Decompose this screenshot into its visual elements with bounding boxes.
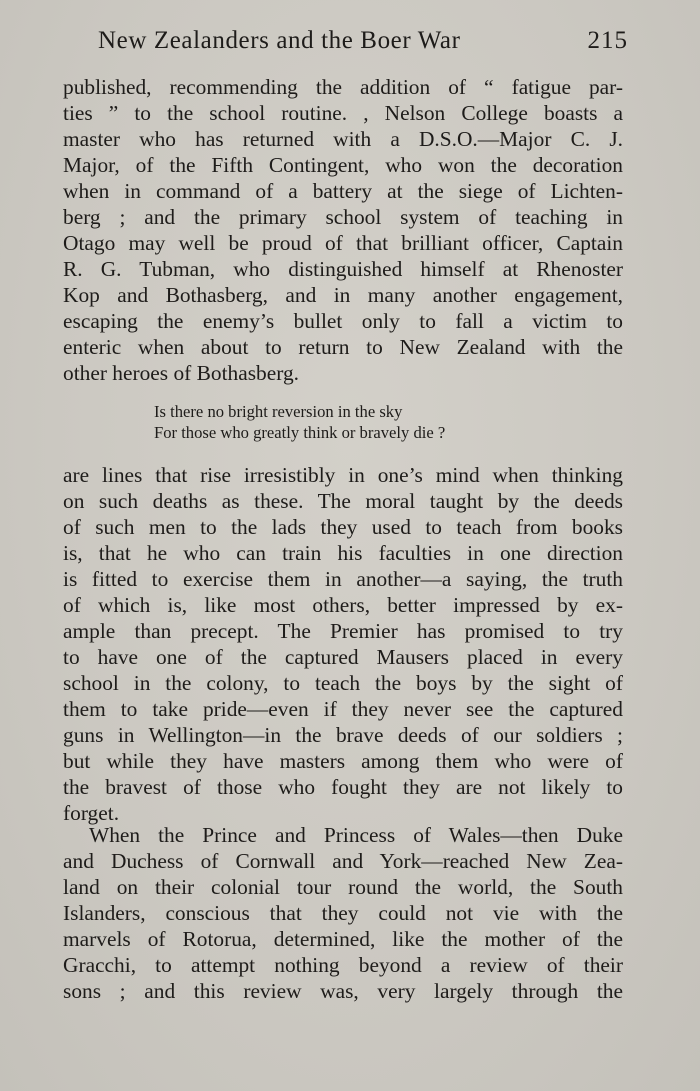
verse-quotation	[154, 401, 574, 443]
paragraph-3	[63, 822, 623, 1004]
text-line: of such men to the lads they used to teach from books	[63, 515, 623, 539]
text-line: is, that he who can train his faculties in one direction	[63, 541, 623, 565]
chapter-title: New Zealanders and the Boer War	[98, 27, 461, 54]
text-line: land on their colonial tour round the world, the South	[63, 875, 623, 899]
text-line: school in the colony, to teach the boys by the sight of	[63, 671, 623, 695]
text-line: and Duchess of Cornwall and York—reached New Zea-	[63, 849, 623, 873]
text-line: are lines that rise irresistibly in one’s mind when thinking	[63, 463, 623, 487]
page-number: 215	[587, 27, 628, 54]
text-line: them to take pride—even if they never see the captured	[63, 697, 623, 721]
text-line: when in command of a battery at the siege of Lichten-	[63, 179, 623, 203]
text-line: Major, of the Fifth Contingent, who won the decoration	[63, 153, 623, 177]
text-line: is fitted to exercise them in another—a saying, the truth	[63, 567, 623, 591]
text-line: master who has returned with a D.S.O.—Major C. J.	[63, 127, 623, 151]
text-line: escaping the enemy’s bullet only to fall a victim to	[63, 309, 623, 333]
text-line: Islanders, conscious that they could not vie with the	[63, 901, 623, 925]
text-line: published, recommending the addition of “ fatigue par-	[63, 75, 623, 99]
text-line: of which is, like most others, better impressed by ex-	[63, 593, 623, 617]
text-line: on such deaths as these. The moral taught by the deeds	[63, 489, 623, 513]
text-line: the bravest of those who fought they are not likely to	[63, 775, 623, 799]
text-line: enteric when about to return to New Zealand with the	[63, 335, 623, 359]
text-line: berg ; and the primary school system of teaching in	[63, 205, 623, 229]
text-line: Gracchi, to attempt nothing beyond a review of their	[63, 953, 623, 977]
quote-line: Is there no bright reversion in the sky	[154, 402, 403, 421]
paragraph-1	[63, 74, 623, 386]
text-line: Kop and Bothasberg, and in many another engagement,	[63, 283, 623, 307]
running-head	[98, 27, 628, 63]
text-line: guns in Wellington—in the brave deeds of our soldiers ;	[63, 723, 623, 747]
text-line: Otago may well be proud of that brilliant officer, Captain	[63, 231, 623, 255]
text-line: forget.	[63, 801, 120, 825]
paragraph-2	[63, 462, 623, 826]
text-line: other heroes of Bothasberg.	[63, 361, 300, 385]
text-line: When the Prince and Princess of Wales—then Duke	[89, 823, 623, 847]
text-line: to have one of the captured Mausers placed in every	[63, 645, 623, 669]
text-line: ample than precept. The Premier has promised to try	[63, 619, 623, 643]
text-line: but while they have masters among them who were of	[63, 749, 623, 773]
text-line: marvels of Rotorua, determined, like the mother of the	[63, 927, 623, 951]
text-line: sons ; and this review was, very largely through the	[63, 979, 623, 1003]
quote-line: For those who greatly think or bravely die ?	[154, 423, 446, 442]
text-line: R. G. Tubman, who distinguished himself at Rhenoster	[63, 257, 623, 281]
text-line: ties ” to the school routine. , Nelson College boasts a	[63, 101, 623, 125]
